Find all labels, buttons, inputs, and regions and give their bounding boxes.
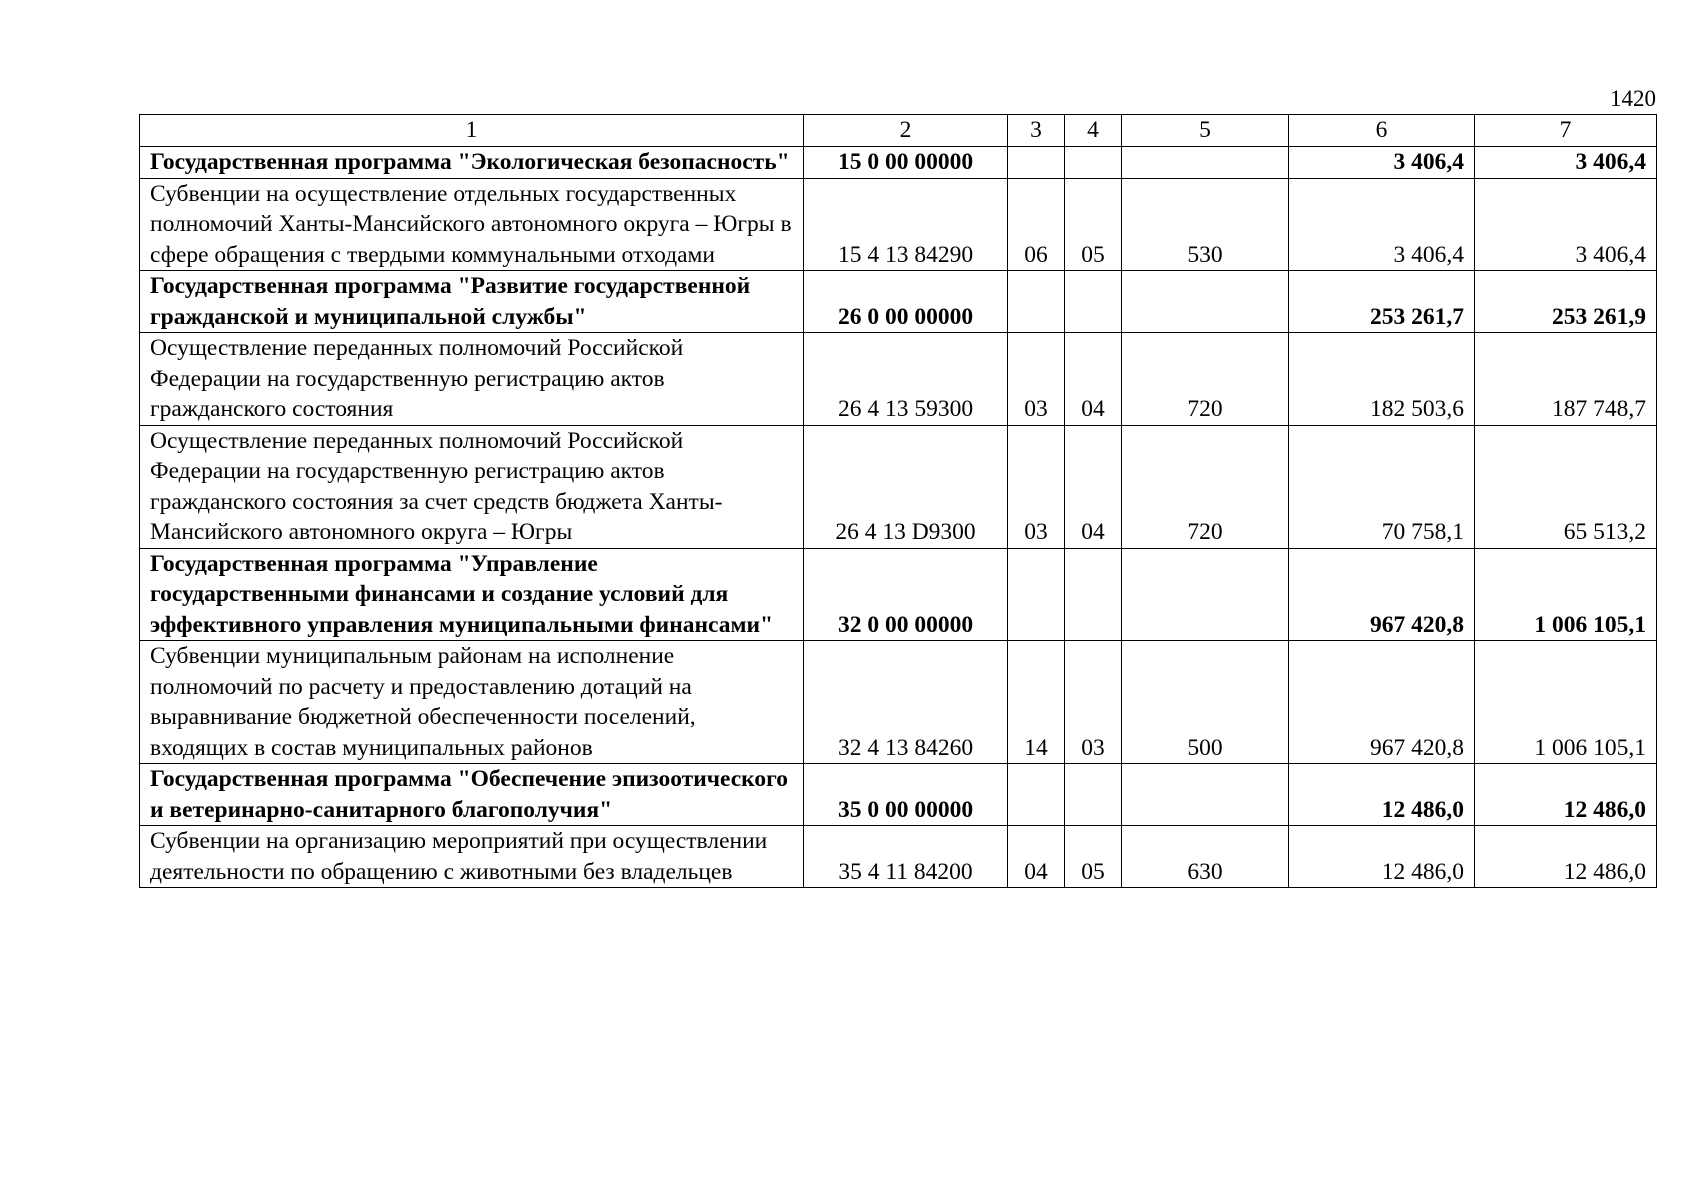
table-row <box>140 178 1657 271</box>
table-row <box>140 826 1657 888</box>
column-header: 3 <box>1008 115 1065 147</box>
row-code: 32 0 00 00000 <box>804 548 1008 641</box>
row-col6: 3 406,4 <box>1289 147 1475 179</box>
row-col6: 12 486,0 <box>1289 826 1475 888</box>
table-row <box>140 271 1657 333</box>
row-code: 26 4 13 59300 <box>804 333 1008 426</box>
row-col7: 65 513,2 <box>1475 425 1657 548</box>
table-row <box>140 147 1657 179</box>
row-col4: 05 <box>1065 826 1122 888</box>
row-col6: 967 420,8 <box>1289 548 1475 641</box>
row-col5 <box>1122 147 1289 179</box>
row-col7: 3 406,4 <box>1475 147 1657 179</box>
row-col3 <box>1008 764 1065 826</box>
row-col7: 187 748,7 <box>1475 333 1657 426</box>
page-number: 1420 <box>1610 86 1656 111</box>
table-header-row <box>140 115 1657 147</box>
column-header: 7 <box>1475 115 1657 147</box>
budget-table <box>139 114 1657 888</box>
row-col5: 500 <box>1122 641 1289 764</box>
row-code: 35 0 00 00000 <box>804 764 1008 826</box>
row-col7: 12 486,0 <box>1475 764 1657 826</box>
table-row <box>140 764 1657 826</box>
row-name: Субвенции муниципальным районам на исполнение полномочий по расчету и предоставлению дотаций на выравнивание бюджетной обеспеченности поселений, входящих в состав муниципальных районов <box>140 641 804 764</box>
row-col3 <box>1008 147 1065 179</box>
row-code: 26 0 00 00000 <box>804 271 1008 333</box>
row-name: Осуществление переданных полномочий Российской Федерации на государственную регистрацию актов гражданского состояния за счет средств бюджета Ханты-Мансийского автономного округа – Югры <box>140 425 804 548</box>
row-col4 <box>1065 548 1122 641</box>
row-col3 <box>1008 548 1065 641</box>
row-col4: 05 <box>1065 178 1122 271</box>
row-col3: 03 <box>1008 425 1065 548</box>
table-row <box>140 548 1657 641</box>
row-col6: 967 420,8 <box>1289 641 1475 764</box>
row-code: 32 4 13 84260 <box>804 641 1008 764</box>
row-name: Государственная программа "Управление государственными финансами и создание условий для эффективного управления муниципальными финансами" <box>140 548 804 641</box>
row-code: 15 4 13 84290 <box>804 178 1008 271</box>
column-header: 4 <box>1065 115 1122 147</box>
row-col5 <box>1122 271 1289 333</box>
row-col5 <box>1122 548 1289 641</box>
row-name: Субвенции на осуществление отдельных государственных полномочий Ханты-Мансийского автономного округа – Югры в сфере обращения с твердыми коммунальными отходами <box>140 178 804 271</box>
row-col6: 3 406,4 <box>1289 178 1475 271</box>
table-row <box>140 425 1657 548</box>
row-name: Государственная программа "Развитие государственной гражданской и муниципальной службы" <box>140 271 804 333</box>
column-header: 6 <box>1289 115 1475 147</box>
table-row <box>140 641 1657 764</box>
column-header: 1 <box>140 115 804 147</box>
row-col5: 720 <box>1122 333 1289 426</box>
row-name: Государственная программа "Экологическая безопасность" <box>140 147 804 179</box>
row-code: 35 4 11 84200 <box>804 826 1008 888</box>
row-col6: 182 503,6 <box>1289 333 1475 426</box>
row-col3: 14 <box>1008 641 1065 764</box>
row-col4: 04 <box>1065 425 1122 548</box>
row-col5: 630 <box>1122 826 1289 888</box>
row-col7: 1 006 105,1 <box>1475 641 1657 764</box>
row-col6: 70 758,1 <box>1289 425 1475 548</box>
row-col3: 03 <box>1008 333 1065 426</box>
row-col7: 253 261,9 <box>1475 271 1657 333</box>
row-code: 26 4 13 D9300 <box>804 425 1008 548</box>
row-col5: 720 <box>1122 425 1289 548</box>
row-col7: 1 006 105,1 <box>1475 548 1657 641</box>
row-col4: 03 <box>1065 641 1122 764</box>
row-col4 <box>1065 271 1122 333</box>
row-col7: 12 486,0 <box>1475 826 1657 888</box>
column-header: 2 <box>804 115 1008 147</box>
row-col4 <box>1065 147 1122 179</box>
row-col6: 253 261,7 <box>1289 271 1475 333</box>
row-col4 <box>1065 764 1122 826</box>
row-col3: 04 <box>1008 826 1065 888</box>
row-col3: 06 <box>1008 178 1065 271</box>
row-col5 <box>1122 764 1289 826</box>
row-name: Осуществление переданных полномочий Российской Федерации на государственную регистрацию актов гражданского состояния <box>140 333 804 426</box>
row-col3 <box>1008 271 1065 333</box>
table-row <box>140 333 1657 426</box>
column-header: 5 <box>1122 115 1289 147</box>
row-col4: 04 <box>1065 333 1122 426</box>
row-col7: 3 406,4 <box>1475 178 1657 271</box>
row-name: Субвенции на организацию мероприятий при осуществлении деятельности по обращению с животными без владельцев <box>140 826 804 888</box>
row-name: Государственная программа "Обеспечение эпизоотического и ветеринарно-санитарного благополучия" <box>140 764 804 826</box>
row-col6: 12 486,0 <box>1289 764 1475 826</box>
row-col5: 530 <box>1122 178 1289 271</box>
row-code: 15 0 00 00000 <box>804 147 1008 179</box>
